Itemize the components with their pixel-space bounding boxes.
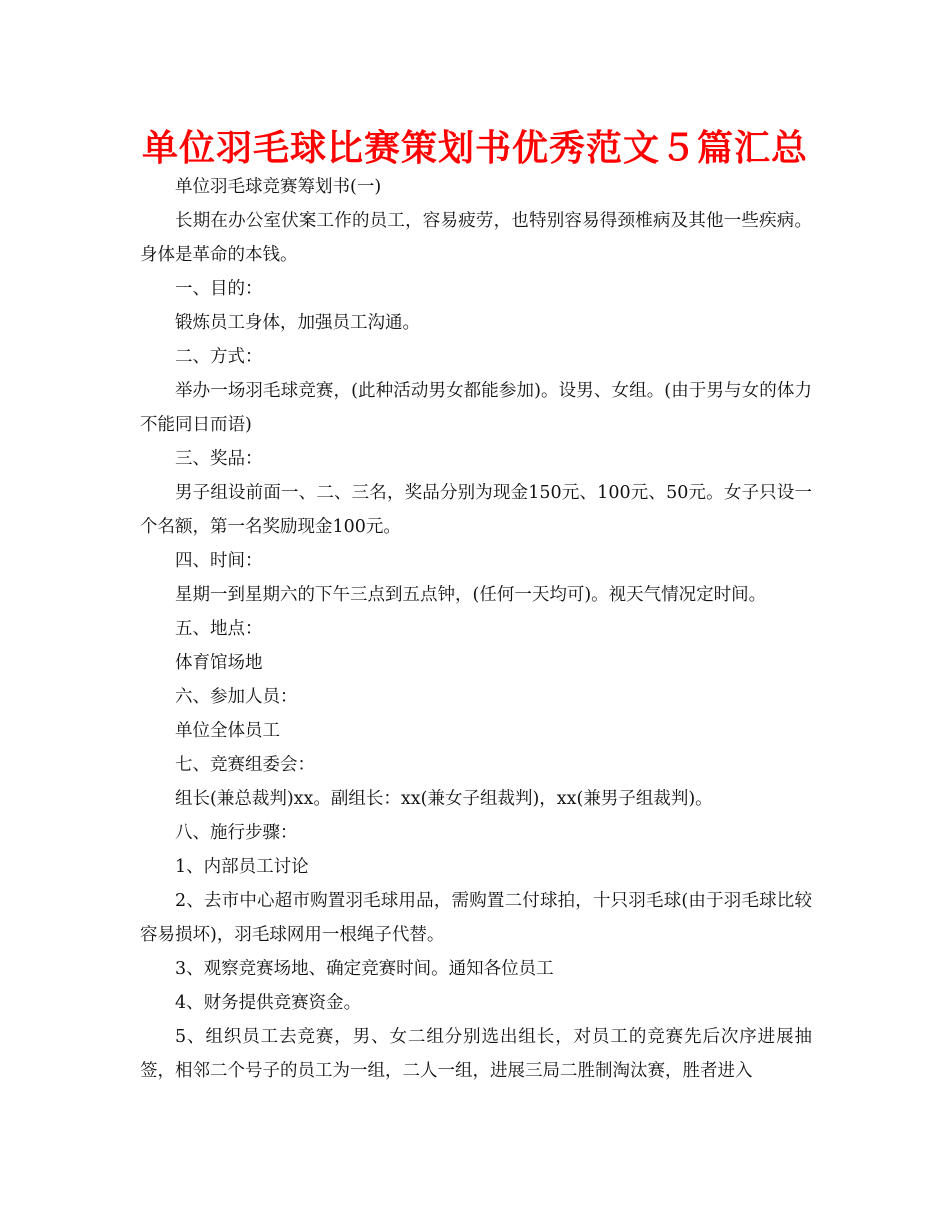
document-paragraph: 锻炼员工身体，加强员工沟通。 [175, 313, 420, 333]
document-paragraph: 体育馆场地 [175, 653, 263, 673]
document-paragraph: 5、组织员工去竞赛，男、女二组分别选出组长，对员工的竞赛先后次序进展抽签，相邻二个号子的员工为一组，二人一组，进展三局二胜制淘汰赛，胜者进入 [140, 1027, 812, 1081]
document-paragraph: 六、参加人员： [175, 687, 298, 707]
document-paragraph: 组长(兼总裁判)xx。副组长：xx(兼女子组裁判)，xx(兼男子组裁判)。 [175, 789, 713, 809]
document-paragraph: 四、时间： [175, 551, 263, 571]
document-paragraph: 男子组设前面一、二、三名，奖品分别为现金150元、100元、50元。女子只设一个名额，第一名奖励现金100元。 [140, 483, 812, 537]
document-paragraph: 一、目的： [175, 279, 263, 299]
document-paragraph: 二、方式： [175, 347, 263, 367]
document-paragraph: 三、奖品： [175, 449, 263, 469]
document-paragraph: 长期在办公室伏案工作的员工，容易疲劳，也特别容易得颈椎病及其他一些疾病。身体是革命的本钱。 [140, 211, 812, 265]
document-paragraph: 八、施行步骤： [175, 823, 298, 843]
document-paragraph: 1、内部员工讨论 [175, 857, 309, 877]
document-paragraph: 举办一场羽毛球竞赛，(此种活动男女都能参加)。设男、女组。(由于男与女的体力不能同日而语) [140, 381, 812, 435]
document-paragraph: 单位全体员工 [175, 721, 280, 741]
document-paragraph: 单位羽毛球竞赛筹划书(一) [175, 177, 382, 197]
document-paragraph: 4、财务提供竞赛资金。 [175, 993, 362, 1013]
document-paragraph: 3、观察竞赛场地、确定竞赛时间。通知各位员工 [175, 959, 554, 979]
document-title: 单位羽毛球比赛策划书优秀范文５篇汇总 [141, 128, 808, 169]
document-paragraph: 2、去市中心超市购置羽毛球用品，需购置二付球拍，十只羽毛球(由于羽毛球比较容易损坏)，羽毛球网用一根绳子代替。 [140, 891, 812, 945]
document-body [140, 170, 812, 1088]
document-paragraph: 七、竞赛组委会： [175, 755, 315, 775]
document-paragraph: 五、地点： [175, 619, 263, 639]
document-paragraph: 星期一到星期六的下午三点到五点钟，(任何一天均可)。视天气情况定时间。 [175, 585, 767, 605]
